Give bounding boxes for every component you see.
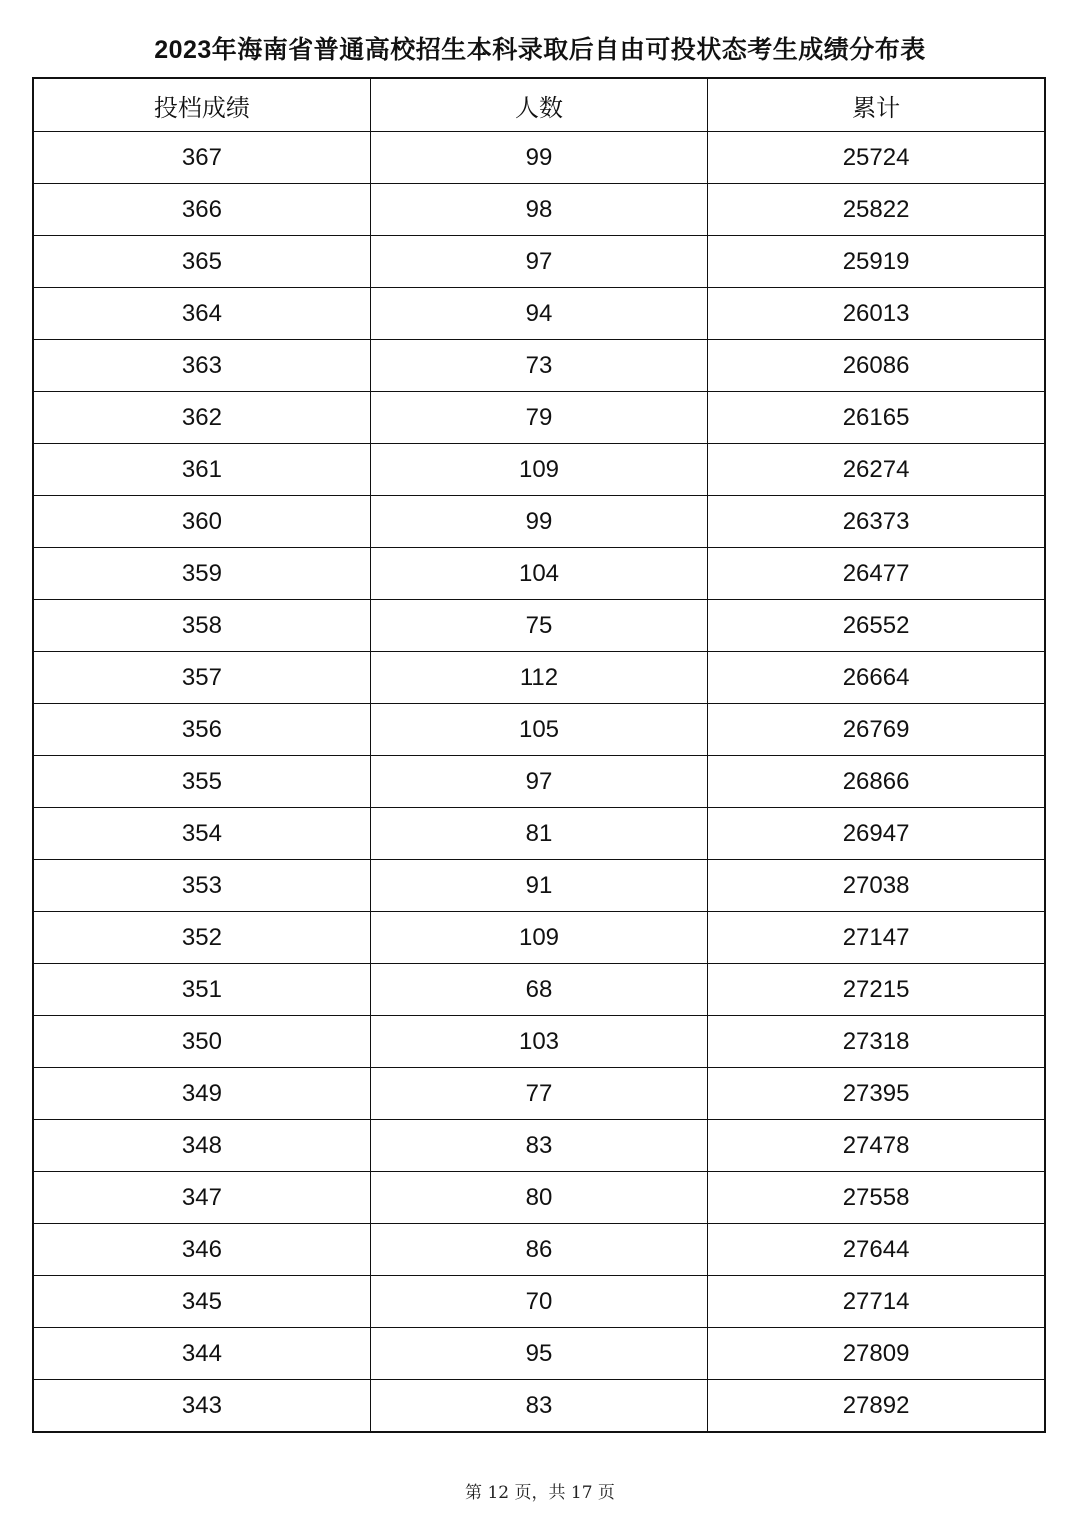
- table-row: [33, 964, 1045, 1016]
- table-row: [33, 808, 1045, 860]
- cell-score: 365: [33, 236, 370, 288]
- cell-count: 80: [370, 1172, 707, 1224]
- cell-cumulative: 25822: [708, 184, 1045, 236]
- cell-score: 347: [33, 1172, 370, 1224]
- cell-count: 97: [370, 236, 707, 288]
- table-body: [33, 132, 1045, 1433]
- cell-cumulative: 27478: [708, 1120, 1045, 1172]
- table-row: [33, 236, 1045, 288]
- cell-count: 68: [370, 964, 707, 1016]
- cell-cumulative: 25724: [708, 132, 1045, 184]
- table-row: [33, 1380, 1045, 1433]
- cell-score: 352: [33, 912, 370, 964]
- table-row: [33, 1068, 1045, 1120]
- cell-count: 83: [370, 1120, 707, 1172]
- cell-cumulative: 27038: [708, 860, 1045, 912]
- cell-cumulative: 26769: [708, 704, 1045, 756]
- cell-count: 109: [370, 444, 707, 496]
- table-row: [33, 756, 1045, 808]
- table-row: [33, 1172, 1045, 1224]
- cell-score: 351: [33, 964, 370, 1016]
- cell-count: 81: [370, 808, 707, 860]
- table-row: [33, 1016, 1045, 1068]
- header-score: 投档成绩: [33, 78, 370, 132]
- cell-score: 349: [33, 1068, 370, 1120]
- cell-score: 346: [33, 1224, 370, 1276]
- cell-cumulative: 27809: [708, 1328, 1045, 1380]
- cell-cumulative: 26013: [708, 288, 1045, 340]
- cell-count: 79: [370, 392, 707, 444]
- cell-score: 364: [33, 288, 370, 340]
- table-row: [33, 652, 1045, 704]
- table-row: [33, 1120, 1045, 1172]
- cell-score: 356: [33, 704, 370, 756]
- cell-cumulative: 26866: [708, 756, 1045, 808]
- cell-count: 86: [370, 1224, 707, 1276]
- table-row: [33, 548, 1045, 600]
- cell-count: 98: [370, 184, 707, 236]
- header-count: 人数: [370, 78, 707, 132]
- cell-cumulative: 26373: [708, 496, 1045, 548]
- document-title: 2023年海南省普通高校招生本科录取后自由可投状态考生成绩分布表: [154, 36, 926, 64]
- cell-cumulative: 27395: [708, 1068, 1045, 1120]
- page-footer: 第 12 页，共 17 页: [465, 1483, 615, 1503]
- table-row: [33, 496, 1045, 548]
- cell-cumulative: 27892: [708, 1380, 1045, 1433]
- table-row: [33, 912, 1045, 964]
- cell-score: 343: [33, 1380, 370, 1433]
- cell-count: 75: [370, 600, 707, 652]
- cell-score: 359: [33, 548, 370, 600]
- table-row: [33, 600, 1045, 652]
- cell-score: 363: [33, 340, 370, 392]
- header-cumulative: 累计: [708, 78, 1045, 132]
- cell-score: 367: [33, 132, 370, 184]
- table-header: [33, 78, 1045, 132]
- cell-score: 353: [33, 860, 370, 912]
- cell-cumulative: 27714: [708, 1276, 1045, 1328]
- cell-count: 109: [370, 912, 707, 964]
- cell-count: 95: [370, 1328, 707, 1380]
- cell-count: 99: [370, 132, 707, 184]
- cell-count: 104: [370, 548, 707, 600]
- cell-count: 73: [370, 340, 707, 392]
- cell-score: 354: [33, 808, 370, 860]
- table-row: [33, 184, 1045, 236]
- cell-count: 97: [370, 756, 707, 808]
- cell-score: 361: [33, 444, 370, 496]
- cell-cumulative: 27215: [708, 964, 1045, 1016]
- cell-score: 348: [33, 1120, 370, 1172]
- cell-count: 99: [370, 496, 707, 548]
- cell-cumulative: 26664: [708, 652, 1045, 704]
- table-row: [33, 860, 1045, 912]
- score-distribution-table: [32, 77, 1046, 1433]
- table-row: [33, 1224, 1045, 1276]
- header-row: [33, 78, 1045, 132]
- cell-score: 345: [33, 1276, 370, 1328]
- cell-cumulative: 26086: [708, 340, 1045, 392]
- cell-count: 77: [370, 1068, 707, 1120]
- cell-cumulative: 26477: [708, 548, 1045, 600]
- cell-cumulative: 27644: [708, 1224, 1045, 1276]
- cell-score: 358: [33, 600, 370, 652]
- table-row: [33, 392, 1045, 444]
- cell-cumulative: 25919: [708, 236, 1045, 288]
- cell-cumulative: 27318: [708, 1016, 1045, 1068]
- cell-count: 91: [370, 860, 707, 912]
- table-row: [33, 340, 1045, 392]
- cell-count: 105: [370, 704, 707, 756]
- cell-score: 366: [33, 184, 370, 236]
- cell-score: 357: [33, 652, 370, 704]
- cell-count: 83: [370, 1380, 707, 1433]
- cell-score: 362: [33, 392, 370, 444]
- cell-cumulative: 27147: [708, 912, 1045, 964]
- table-row: [33, 288, 1045, 340]
- cell-score: 350: [33, 1016, 370, 1068]
- table-row: [33, 704, 1045, 756]
- table-row: [33, 444, 1045, 496]
- table-row: [33, 1276, 1045, 1328]
- cell-score: 344: [33, 1328, 370, 1380]
- cell-cumulative: 26165: [708, 392, 1045, 444]
- cell-count: 94: [370, 288, 707, 340]
- cell-cumulative: 26274: [708, 444, 1045, 496]
- cell-cumulative: 27558: [708, 1172, 1045, 1224]
- table-row: [33, 132, 1045, 184]
- cell-cumulative: 26552: [708, 600, 1045, 652]
- cell-score: 360: [33, 496, 370, 548]
- table-row: [33, 1328, 1045, 1380]
- cell-count: 103: [370, 1016, 707, 1068]
- cell-count: 70: [370, 1276, 707, 1328]
- cell-cumulative: 26947: [708, 808, 1045, 860]
- cell-score: 355: [33, 756, 370, 808]
- cell-count: 112: [370, 652, 707, 704]
